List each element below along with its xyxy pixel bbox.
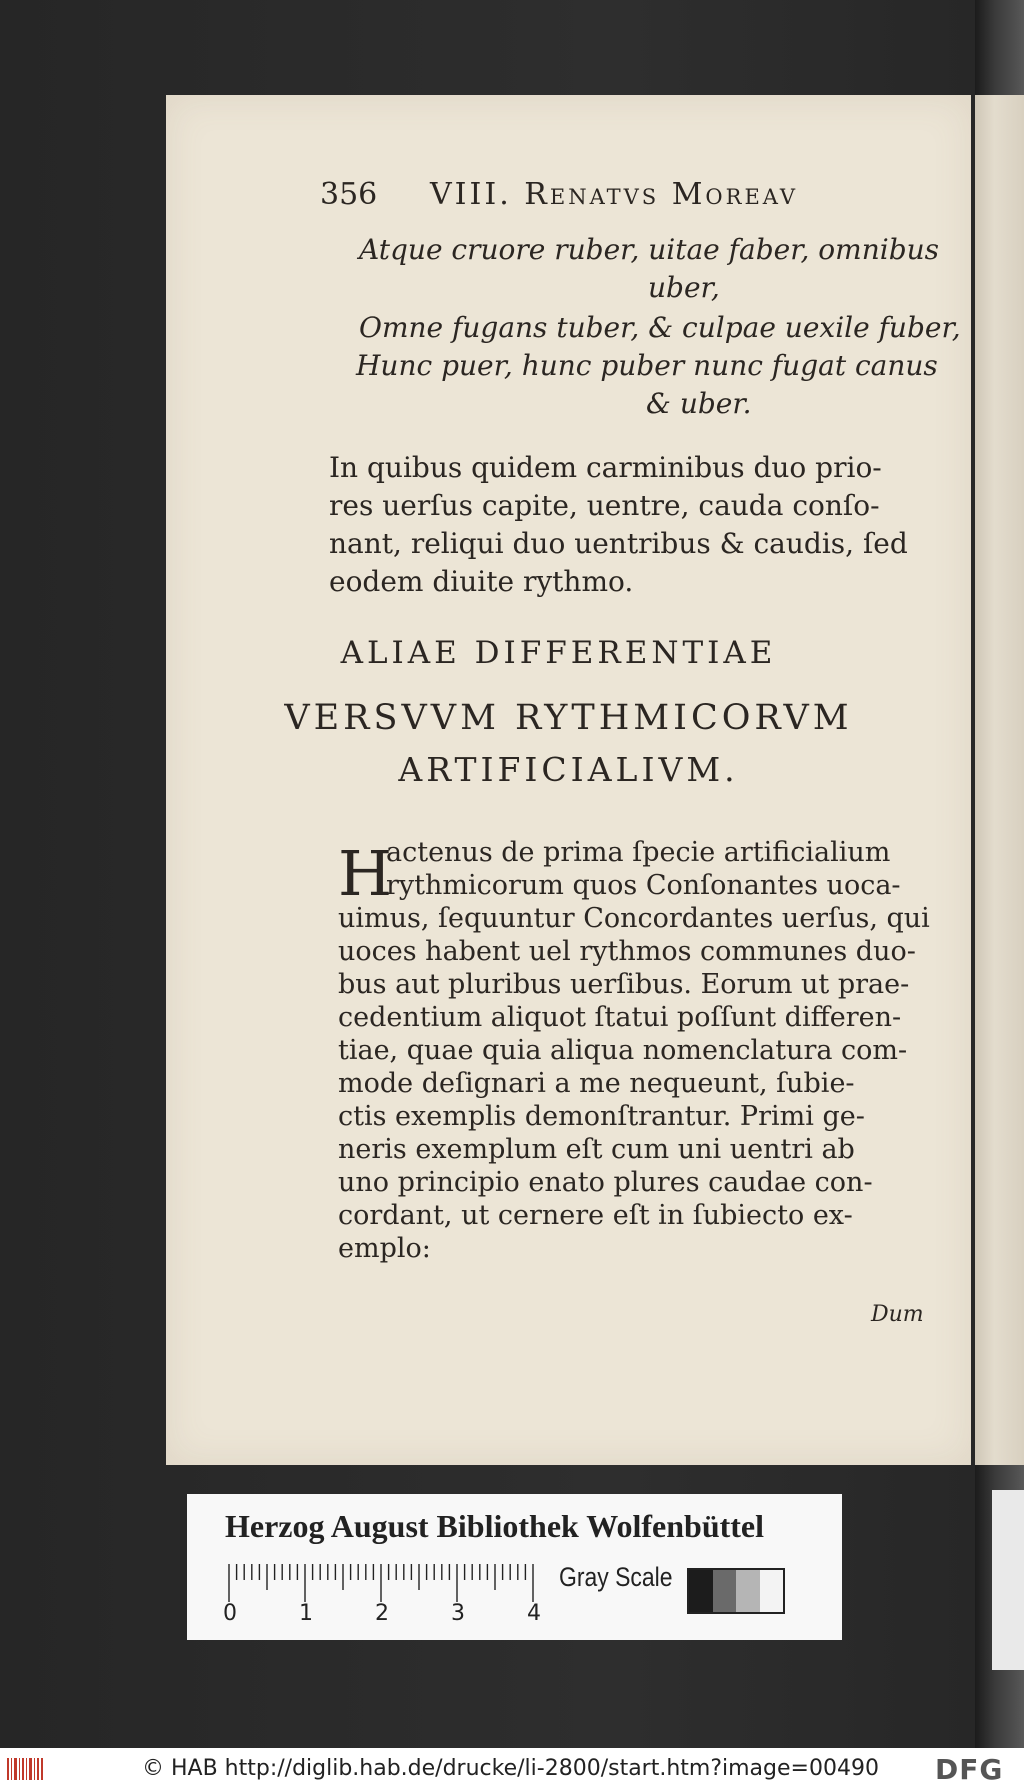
ruler-label: 0 bbox=[223, 1601, 237, 1626]
verse-line: & uber. bbox=[646, 387, 752, 420]
text-line: rythmicorum quos Conſonantes uoca- bbox=[386, 870, 901, 901]
ruler-label: 2 bbox=[375, 1601, 389, 1626]
text-line: tiae, quae quia aliqua nomenclatura com- bbox=[338, 1035, 908, 1066]
verse-line: Omne fugans tuber, & culpae uexile fuber, bbox=[359, 311, 961, 344]
text-line: eodem diuite rythmo. bbox=[329, 565, 634, 598]
page-number: 356 bbox=[320, 177, 378, 212]
ruler-label: 1 bbox=[299, 1601, 313, 1626]
ruler-label: 3 bbox=[451, 1601, 465, 1626]
adjacent-page-edge bbox=[975, 95, 1024, 1465]
text-line: cordant, ut cernere eſt in ſubiecto ex- bbox=[338, 1200, 853, 1231]
verse-line: Hunc puer, hunc puber nunc fugat canus bbox=[356, 349, 938, 382]
ruler bbox=[223, 1562, 541, 1626]
text-line: actenus de prima ſpecie artificialium bbox=[386, 837, 891, 868]
text-line: mode deſignari a me nequeunt, ſubie- bbox=[338, 1068, 855, 1099]
page-header bbox=[320, 177, 970, 217]
text-line: nant, reliqui duo uentribus & caudis, ſed bbox=[329, 527, 908, 560]
text-line: ctis exemplis demonſtrantur. Primi ge- bbox=[338, 1101, 865, 1132]
catchword: Dum bbox=[871, 1302, 924, 1327]
dfg-logo: DFG bbox=[935, 1753, 1004, 1786]
gray-scale-label: Gray Scale bbox=[559, 1562, 673, 1592]
gray-swatch bbox=[689, 1570, 713, 1612]
library-name: Herzog August Bibliothek Wolfenbüttel bbox=[225, 1508, 765, 1544]
running-title: VIII. Renatvs Moreav bbox=[430, 177, 799, 212]
library-color-card bbox=[187, 1494, 842, 1640]
section-heading: ALIAE DIFFERENTIAE bbox=[340, 635, 777, 671]
barcode-icon bbox=[6, 1755, 46, 1783]
text-line: cedentium aliquot ſtatui poſſunt differen- bbox=[338, 1002, 902, 1033]
text-line: bus aut pluribus uerſibus. Eorum ut prae- bbox=[338, 969, 910, 1000]
text-line: uoces habent uel rythmos communes duo- bbox=[338, 936, 916, 967]
adjacent-card-edge bbox=[992, 1490, 1024, 1670]
verse-line: uber, bbox=[648, 271, 720, 304]
gray-swatch bbox=[736, 1570, 760, 1612]
text-line: uimus, ſequuntur Concordantes uerſus, qui bbox=[338, 903, 930, 934]
copyright-url: © HAB http://diglib.hab.de/drucke/li-2800/start.htm?image=00490 bbox=[142, 1756, 879, 1781]
text-line: neris exemplum eſt cum uni uentri ab bbox=[338, 1134, 855, 1165]
gray-swatch bbox=[760, 1570, 784, 1612]
footer-bar bbox=[0, 1748, 1024, 1789]
text-line: emplo: bbox=[338, 1233, 431, 1264]
section-heading: VERSVVM RYTHMICORVM bbox=[284, 698, 853, 738]
gray-swatch bbox=[713, 1570, 737, 1612]
ruler-label: 4 bbox=[527, 1601, 541, 1626]
verse-line: Atque cruore ruber, uitae faber, omnibus bbox=[359, 233, 940, 266]
section-heading: ARTIFICIALIVM. bbox=[398, 750, 739, 789]
book-page bbox=[166, 95, 971, 1465]
text-line: res uerſus capite, uentre, cauda conſo- bbox=[329, 489, 880, 522]
gray-scale-swatches bbox=[687, 1568, 785, 1614]
text-line: In quibus quidem carminibus duo prio- bbox=[329, 451, 882, 484]
drop-capital: H bbox=[338, 837, 393, 910]
text-line: uno principio enato plures caudae con- bbox=[338, 1167, 873, 1198]
